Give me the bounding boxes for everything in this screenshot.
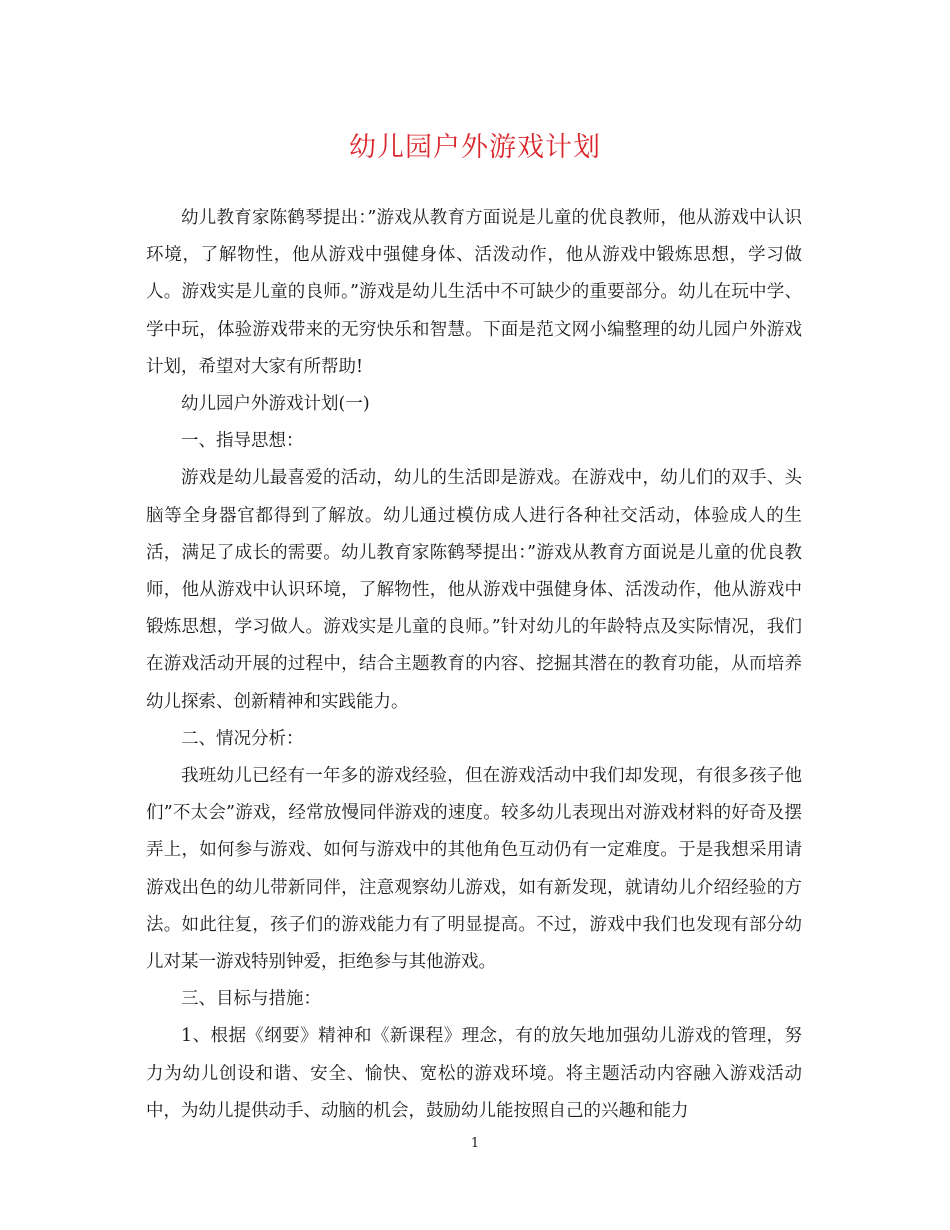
heading-guiding-ideology: 一、指导思想： <box>181 431 304 452</box>
document-title: 幼儿园户外游戏计划 <box>349 132 601 163</box>
document-body <box>146 200 802 1130</box>
heading-situation-analysis: 二、情况分析： <box>181 728 304 749</box>
page-number: 1 <box>470 1136 480 1151</box>
paragraph-goals-measures: 1、根据《纲要》精神和《新课程》理念，有的放矢地加强幼儿游戏的管理，努力为幼儿创设和谐、安全、愉快、宽松的游戏环境。将主题活动内容融入游戏活动中，为幼儿提供动手、动脑的机会，鼓励幼儿能按照自己的兴趣和能力 <box>146 1026 802 1121</box>
heading-goals-measures: 三、目标与措施： <box>181 989 321 1010</box>
intro-paragraph: 幼儿教育家陈鹤琴提出：”游戏从教育方面说是儿童的优良教师，他从游戏中认识环境，了解物性，他从游戏中强健身体、活泼动作，他从游戏中锻炼思想，学习做人。游戏实是儿童的良师。”游戏是幼儿生活中不可缺少的重要部分。幼儿在玩中学、学中玩，体验游戏带来的无穷快乐和智慧。下面是范文网小编整理的幼儿园户外游戏计划，希望对大家有所帮助! <box>146 208 802 377</box>
paragraph-situation-analysis: 我班幼儿已经有一年多的游戏经验，但在游戏活动中我们却发现，有很多孩子他们”不太会”游戏，经常放慢同伴游戏的速度。较多幼儿表现出对游戏材料的好奇及摆弄上，如何参与游戏、如何与游戏中的其他角色互动仍有一定难度。于是我想采用请游戏出色的幼儿带新同伴，注意观察幼儿游戏，如有新发现，就请幼儿介绍经验的方法。如此往复，孩子们的游戏能力有了明显提高。不过，游戏中我们也发现有部分幼儿对某一游戏特别钟爱，拒绝参与其他游戏。 <box>146 766 802 973</box>
paragraph-guiding-ideology: 游戏是幼儿最喜爱的活动，幼儿的生活即是游戏。在游戏中，幼儿们的双手、头脑等全身器官都得到了解放。幼儿通过模仿成人进行各种社交活动，体验成人的生活，满足了成长的需要。幼儿教育家陈鹤琴提出：”游戏从教育方面说是儿童的优良教师，他从游戏中认识环境，了解物性，他从游戏中强健身体、活泼动作，他从游戏中锻炼思想，学习做人。游戏实是儿童的良师。”针对幼儿的年龄特点及实际情况，我们在游戏活动开展的过程中，结合主题教育的内容、挖掘其潜在的教育功能，从而培养幼儿探索、创新精神和实践能力。 <box>146 468 802 712</box>
section-title-plan-one: 幼儿园户外游戏计划(一) <box>181 394 370 415</box>
